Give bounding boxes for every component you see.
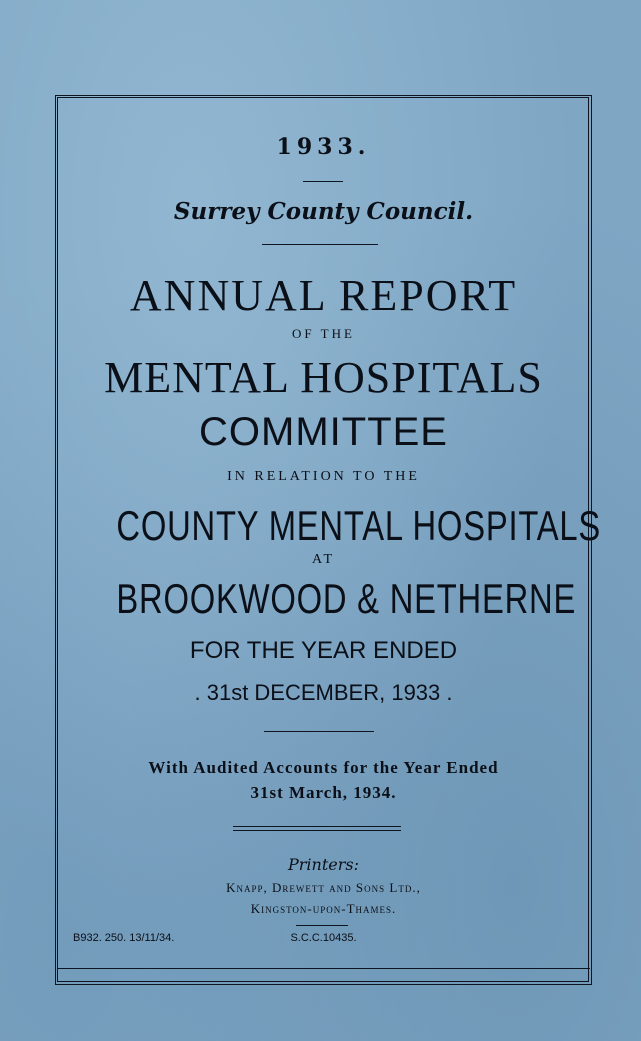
printer-place: Kingston-upon-Thames. bbox=[250, 901, 397, 916]
print-code-center: S.C.C.10435. bbox=[290, 932, 357, 944]
printer-name: Knapp, Drewett and Sons Ltd., bbox=[226, 880, 421, 895]
hospital-locations: BROOKWOOD & NETHERNE bbox=[116, 575, 577, 622]
printers-double-rule bbox=[233, 826, 401, 831]
footer-divider bbox=[58, 968, 590, 969]
at-text: AT bbox=[311, 552, 336, 567]
accounts-line-1: With Audited Accounts for the Year Ended bbox=[148, 758, 499, 777]
in-relation-text: IN RELATION TO THE bbox=[227, 469, 420, 484]
council-rule bbox=[262, 244, 378, 245]
for-year-ended: FOR THE YEAR ENDED bbox=[189, 637, 458, 664]
accounts-line-2: 31st March, 1934. bbox=[250, 783, 397, 802]
printers-label: Printers: bbox=[288, 855, 359, 874]
report-year: 1933. bbox=[276, 134, 371, 160]
date-rule bbox=[264, 731, 374, 732]
title-of-the: OF THE bbox=[292, 326, 355, 341]
title-mental-hospitals: MENTAL HOSPITALS bbox=[104, 353, 543, 402]
county-mental-hospitals: COUNTY MENTAL HOSPITALS bbox=[116, 502, 601, 549]
title-committee: COMMITTEE bbox=[199, 410, 448, 454]
code-rule bbox=[296, 925, 348, 926]
title-annual-report: ANNUAL REPORT bbox=[129, 271, 518, 320]
print-code-left: B932. 250. 13/11/34. bbox=[73, 932, 175, 944]
council-name: Surrey County Council. bbox=[173, 198, 474, 225]
report-date: . 31st DECEMBER, 1933 . bbox=[194, 680, 453, 705]
year-rule bbox=[303, 181, 343, 182]
